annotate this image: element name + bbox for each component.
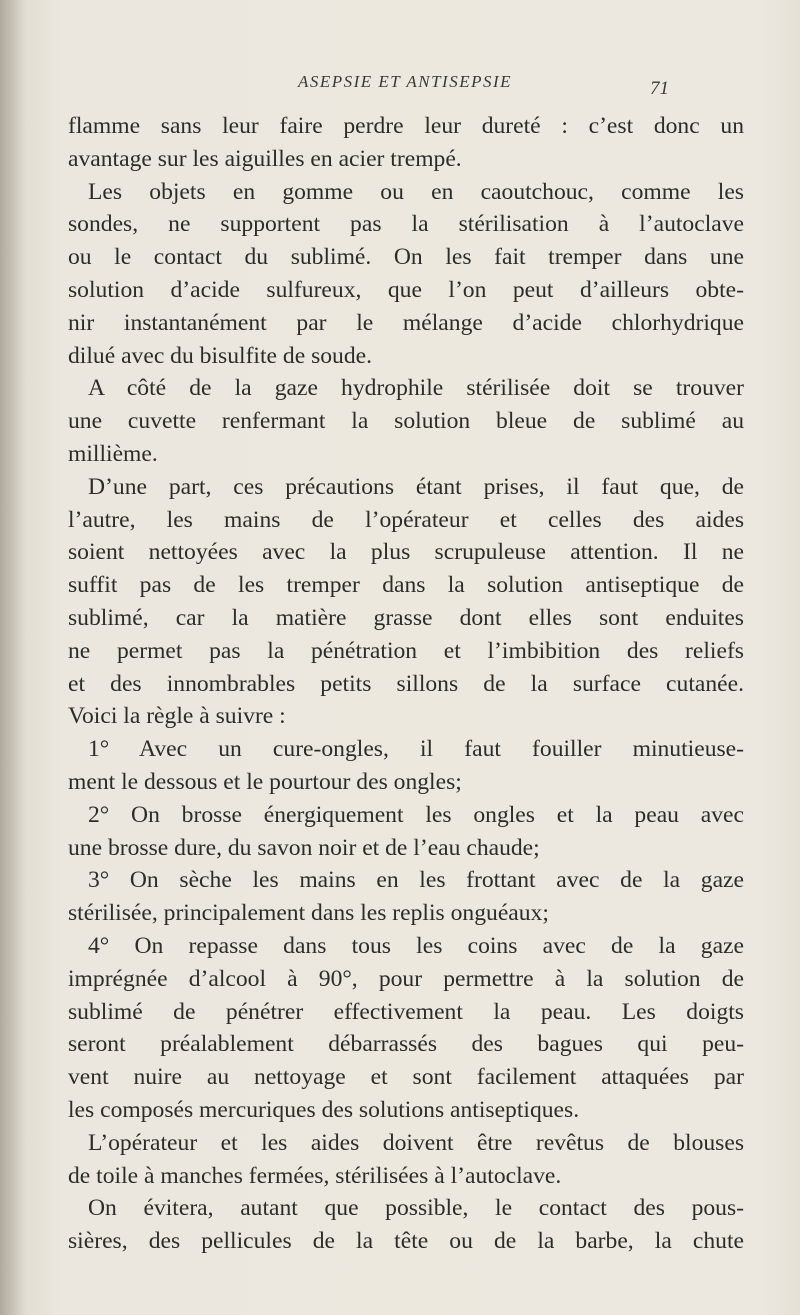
running-title: ASEPSIE ET ANTISEPSIE: [297, 72, 513, 91]
text-line: nir instantanément par le mélange d’acide chlorhydrique: [68, 309, 744, 336]
text-line: ne permet pas la pénétration et l’imbibition des reliefs: [68, 637, 744, 664]
text-line: stérilisée, principalement dans les replis onguéaux;: [68, 900, 549, 927]
text-line: A côté de la gaze hydrophile stérilisée doit se trouver: [88, 375, 744, 402]
text-line: solution d’acide sulfureux, que l’on peut d’ailleurs obte-: [68, 276, 744, 303]
text-line: sublimé de pénétrer effectivement la peau. Les doigts: [68, 998, 744, 1025]
text-line: seront préalablement débarrassés des bagues qui peu-: [68, 1031, 744, 1058]
text-line: et des innombrables petits sillons de la surface cutanée.: [68, 670, 744, 697]
text-line: de toile à manches fermées, stérilisées à l’autoclave.: [68, 1162, 562, 1189]
text-line: 1° Avec un cure-ongles, il faut fouiller minutieuse-: [88, 736, 744, 763]
spine-shadow: [0, 0, 26, 1315]
text-line: avantage sur les aiguilles en acier trempé.: [68, 145, 462, 172]
text-line: 2° On brosse énergiquement les ongles et la peau avec: [88, 801, 744, 828]
text-line: 4° On repasse dans tous les coins avec de la gaze: [88, 932, 744, 959]
text-line: On évitera, autant que possible, le contact des pous-: [88, 1195, 744, 1222]
text-line: vent nuire au nettoyage et sont facilement attaquées par: [68, 1064, 744, 1091]
text-line: sondes, ne supportent pas la stérilisation à l’autoclave: [68, 211, 744, 238]
text-line: soient nettoyées avec la plus scrupuleuse attention. Il ne: [68, 539, 744, 566]
text-line: l’autre, les mains de l’opérateur et celles des aides: [68, 506, 744, 533]
text-line: une cuvette renfermant la solution bleue de sublimé au: [68, 408, 744, 435]
text-line: L’opérateur et les aides doivent être revêtus de blouses: [88, 1129, 744, 1156]
text-line: suffit pas de les tremper dans la solution antiseptique de: [68, 572, 744, 599]
text-line: une brosse dure, du savon noir et de l’eau chaude;: [68, 834, 540, 861]
text-line: Les objets en gomme ou en caoutchouc, comme les: [88, 178, 744, 205]
text-line: millième.: [68, 440, 158, 467]
text-line: dilué avec du bisulfite de soude.: [68, 342, 373, 369]
running-head: [0, 72, 800, 102]
text-line: flamme sans leur faire perdre leur dureté : c’est donc un: [68, 113, 744, 139]
text-line: 3° On sèche les mains en les frottant avec de la gaze: [88, 867, 744, 894]
text-line: les composés mercuriques des solutions antiseptiques.: [68, 1096, 580, 1123]
text-line: sières, des pellicules de la tête ou de la barbe, la chute: [68, 1228, 744, 1255]
text-line: ou le contact du sublimé. On les fait tremper dans une: [68, 244, 744, 271]
text-line: sublimé, car la matière grasse dont elles sont enduites: [68, 604, 744, 631]
text-line: D’une part, ces précautions étant prises, il faut que, de: [88, 473, 744, 500]
text-line: imprégnée d’alcool à 90°, pour permettre à la solution de: [68, 965, 744, 992]
text-line: Voici la règle à suivre :: [68, 703, 286, 730]
text-line: ment le dessous et le pourtour des ongles;: [68, 768, 462, 795]
page-number: 71: [650, 78, 669, 99]
body-text: [68, 110, 744, 1258]
